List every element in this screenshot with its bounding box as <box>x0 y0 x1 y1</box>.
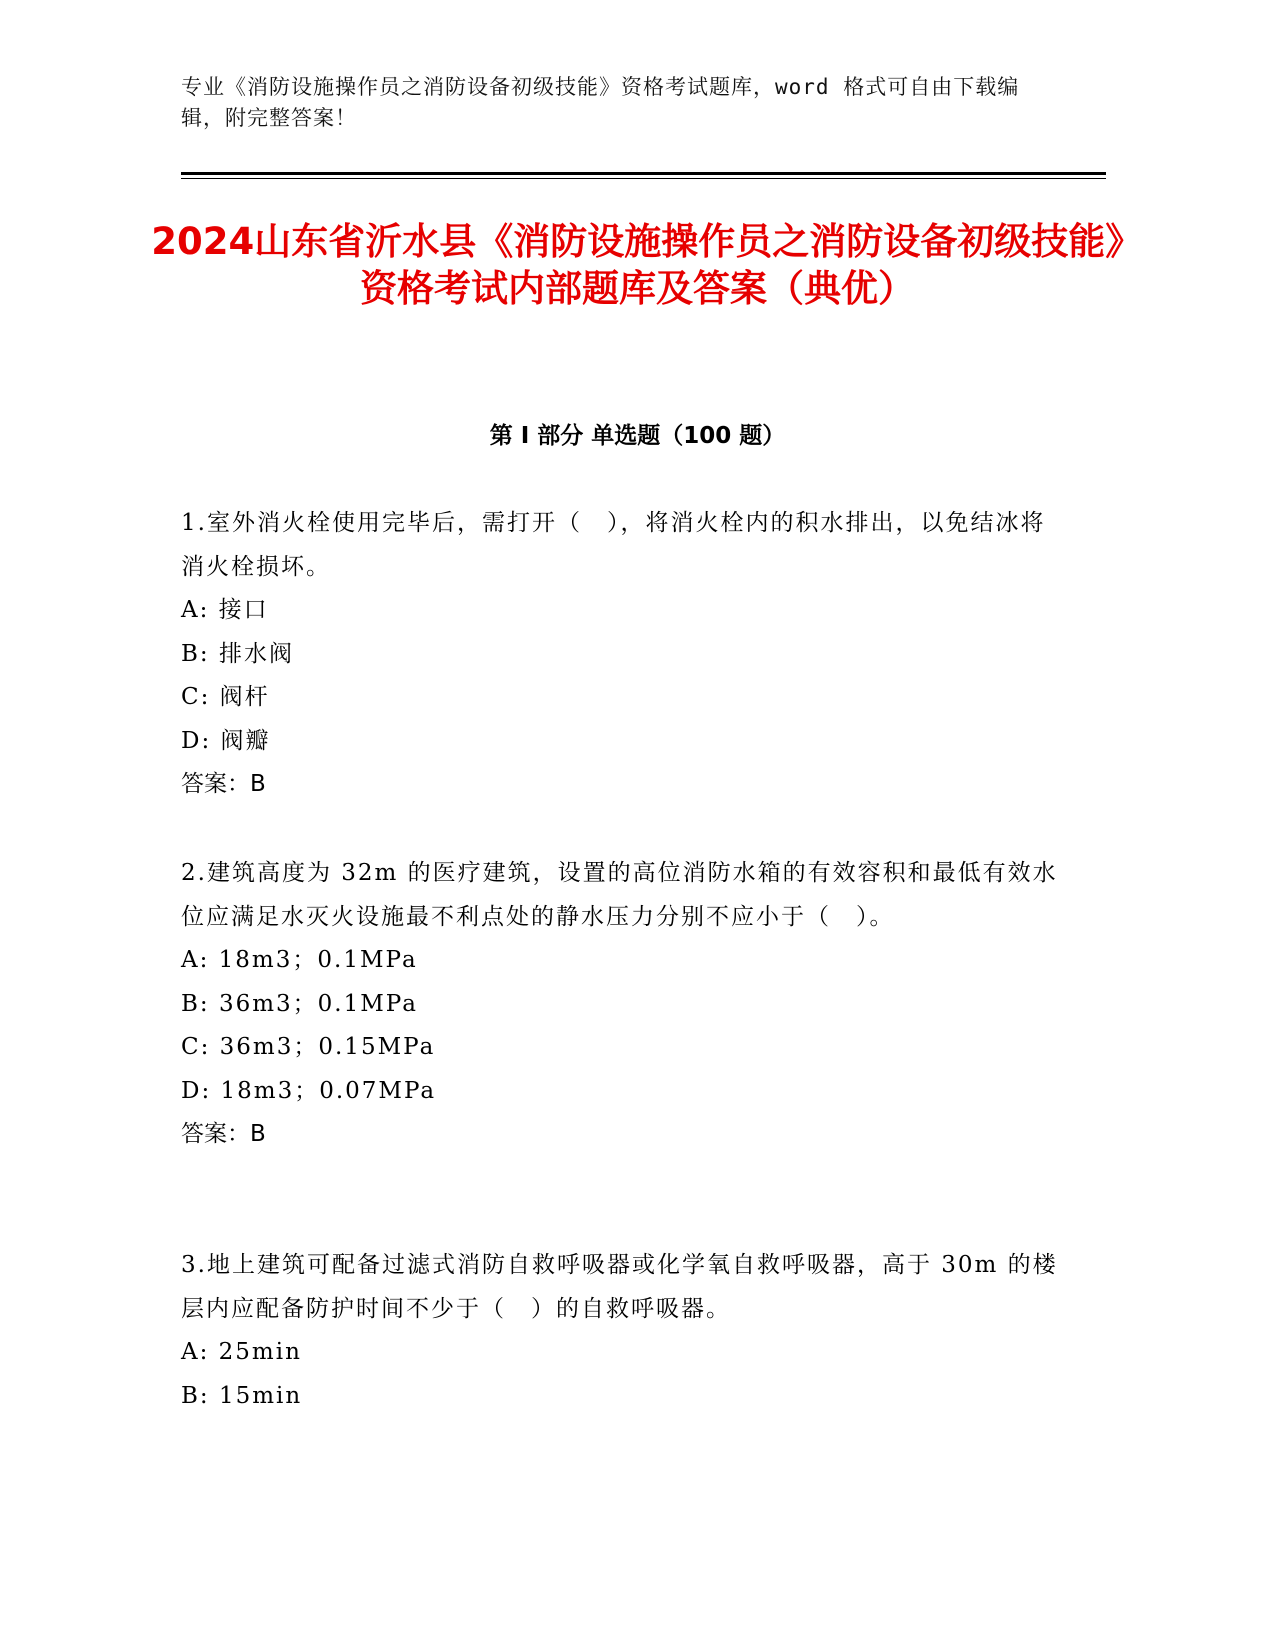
question-1 <box>181 502 1061 807</box>
header-divider-thick <box>181 172 1106 175</box>
document-title: 2024山东省沂水县《消防设施操作员之消防设备初级技能》资格考试内部题库及答案（典优） <box>151 220 1124 310</box>
option-a: A: 接口 <box>181 597 269 623</box>
header-note: 专业《消防设施操作员之消防设备初级技能》资格考试题库，word 格式可自由下载编辑，附完整答案！ <box>181 75 1020 130</box>
option-b: B: 排水阀 <box>181 640 294 667</box>
answer-line: 答案：B <box>181 1121 266 1147</box>
option-d: D: 阀瓣 <box>181 727 271 754</box>
option-d: D: 18m3；0.07MPa <box>181 1077 437 1104</box>
question-3 <box>181 1244 1061 1418</box>
answer-line: 答案：B <box>181 771 266 797</box>
option-c: C: 36m3；0.15MPa <box>181 1034 436 1060</box>
question-stem: 2.建筑高度为 32m 的医疗建筑，设置的高位消防水箱的有效容积和最低有效水位应满足水灭火设施最不利点处的静水压力分别不应小于（ ）。 <box>181 860 1058 930</box>
question-stem: 1.室外消火栓使用完毕后，需打开（ ），将消火栓内的积水排出，以免结冰将消火栓损坏。 <box>181 510 1046 580</box>
option-b: B: 15min <box>181 1382 303 1409</box>
option-a: A: 25min <box>181 1339 302 1365</box>
option-a: A: 18m3；0.1MPa <box>181 947 418 973</box>
header-divider-thin <box>181 178 1106 179</box>
question-2 <box>181 852 1061 1157</box>
section-heading: 第 I 部分 单选题（100 题） <box>489 423 786 449</box>
question-stem: 3.地上建筑可配备过滤式消防自救呼吸器或化学氧自救呼吸器，高于 30m 的楼层内应配备防护时间不少于（ ）的自救呼吸器。 <box>181 1252 1058 1322</box>
option-b: B: 36m3；0.1MPa <box>181 990 418 1017</box>
option-c: C: 阀杆 <box>181 684 270 710</box>
